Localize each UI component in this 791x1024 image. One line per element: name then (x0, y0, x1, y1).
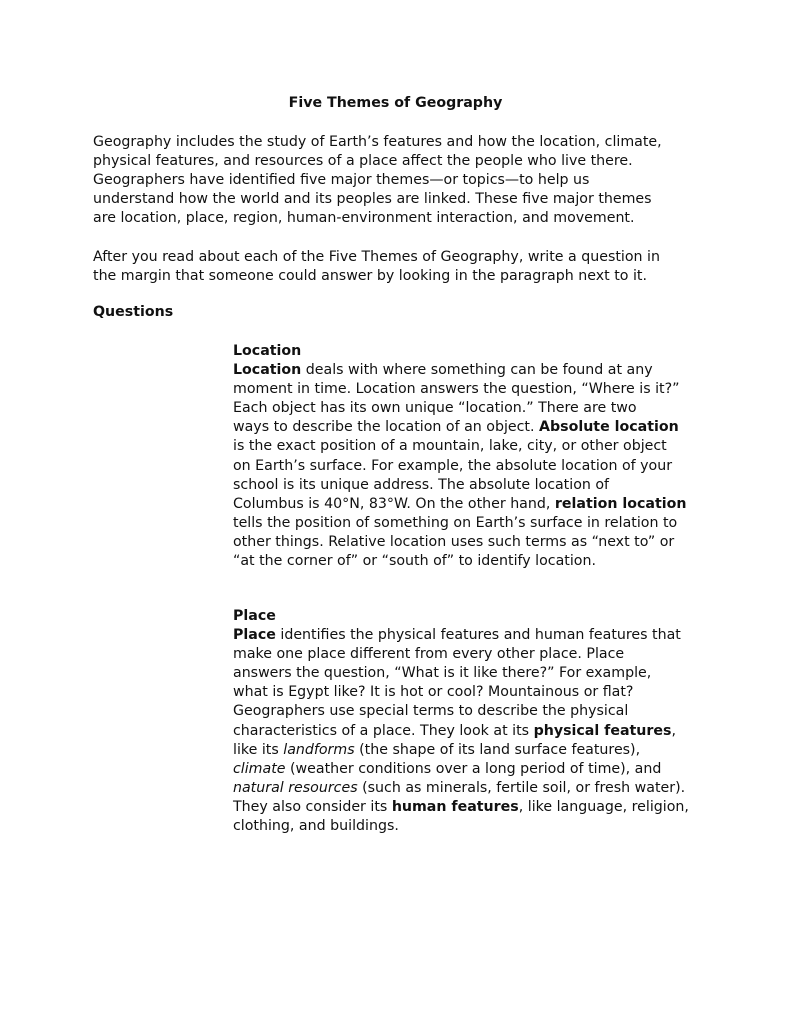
place-line: answers the question, “What is it like there?” For example, (233, 665, 652, 682)
physical-features-term: physical features (533, 722, 672, 739)
climate-term: climate (233, 760, 286, 777)
location-line: Each object has its own unique “location.” There are two (233, 400, 637, 417)
location-line: moment in time. Location answers the question, “Where is it?” (233, 381, 680, 398)
intro-line: Geography includes the study of Earth’s features and how the location, climate, (93, 134, 662, 150)
location-line: school is its unique address. The absolute location of (233, 476, 610, 493)
location-line (233, 418, 708, 437)
place-text: , (671, 722, 676, 739)
place-text: They also consider its (233, 798, 392, 815)
location-text: Columbus is 40°N, 83°W. On the other hand, (233, 495, 555, 512)
location-text: deals with where something can be found at any (301, 362, 653, 379)
questions-heading: Questions (93, 304, 174, 320)
place-text: like its (233, 741, 284, 758)
intro-line: Geographers have identified five major themes—or topics—to help us (93, 172, 590, 189)
location-line: other things. Relative location uses such terms as “next to” or (233, 533, 675, 550)
human-features-term: human features (391, 798, 519, 815)
place-text: identifies the physical features and human features that (275, 627, 681, 644)
absolute-location-term: Absolute location (539, 419, 679, 436)
location-line: on Earth’s surface. For example, the absolute location of your (233, 457, 673, 474)
location-line: tells the position of something on Earth’s surface in relation to (233, 514, 678, 531)
place-heading: Place (233, 608, 276, 624)
instructions-paragraph (93, 248, 703, 286)
page-title: Five Themes of Geography (288, 95, 503, 111)
place-term: Place (233, 627, 276, 644)
instructions-line: After you read about each of the Five Themes of Geography, write a question in (93, 249, 660, 265)
place-section (233, 607, 708, 836)
place-line (233, 760, 708, 779)
location-term: Location (233, 362, 302, 379)
intro-paragraph (93, 133, 703, 228)
place-line (233, 741, 708, 760)
location-line: is the exact position of a mountain, lake, city, or other object (233, 438, 667, 455)
place-line (233, 798, 708, 817)
location-line (233, 495, 708, 514)
place-line: clothing, and buildings. (233, 818, 399, 835)
place-line (233, 779, 708, 798)
place-line (233, 626, 708, 645)
place-text: (weather conditions over a long period of time), and (285, 760, 662, 777)
landforms-term: landforms (283, 741, 355, 758)
place-text: (the shape of its land surface features), (354, 741, 641, 758)
intro-line: understand how the world and its peoples are linked. These five major themes (93, 191, 652, 208)
location-line: “at the corner of” or “south of” to identify location. (233, 553, 596, 570)
place-line: what is Egypt like? It is hot or cool? Mountainous or flat? (233, 684, 634, 701)
place-line (233, 722, 708, 741)
intro-line: physical features, and resources of a place affect the people who live there. (93, 153, 633, 170)
place-text: , like language, religion, (518, 798, 689, 815)
place-line: make one place different from every other place. Place (233, 646, 625, 663)
place-line: Geographers use special terms to describe the physical (233, 703, 629, 720)
location-line (233, 361, 708, 380)
intro-line: are location, place, region, human-environment interaction, and movement. (93, 210, 635, 227)
location-text: ways to describe the location of an object. (233, 419, 540, 436)
instructions-line: the margin that someone could answer by looking in the paragraph next to it. (93, 268, 647, 285)
natural-resources-term: natural resources (233, 779, 358, 796)
place-text: (such as minerals, fertile soil, or fresh water). (357, 779, 686, 796)
relation-location-term: relation location (554, 495, 687, 512)
location-heading: Location (233, 343, 302, 359)
location-section (233, 342, 708, 571)
place-text: characteristics of a place. They look at its (233, 722, 534, 739)
